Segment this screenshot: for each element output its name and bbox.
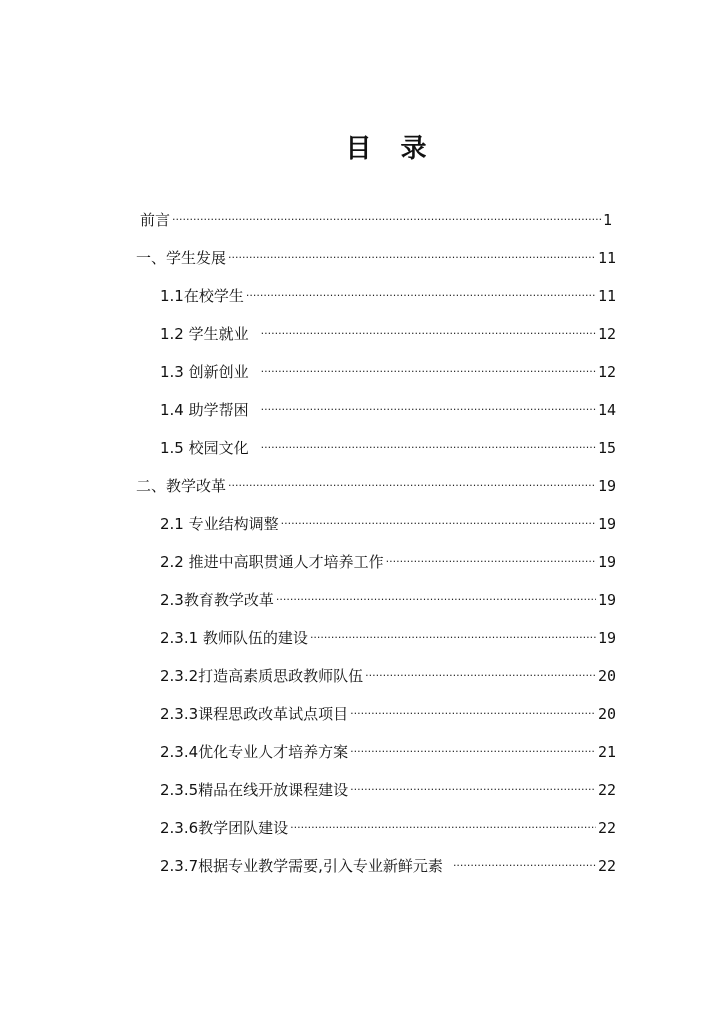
toc-entry-page: 12 — [597, 325, 616, 343]
toc-entry-label: 前言 — [140, 211, 171, 229]
toc-entry-page: 19 — [597, 477, 616, 495]
toc-entry-label: 1.5 校园文化 — [160, 439, 249, 457]
toc-entry[interactable] — [160, 433, 616, 463]
toc-entry-page: 14 — [597, 401, 616, 419]
toc-entry-label: 2.3.3课程思政改革试点项目 — [160, 705, 349, 723]
toc-leader-dots — [386, 547, 596, 577]
toc-entry[interactable] — [160, 395, 616, 425]
toc-leader-dots — [261, 319, 596, 349]
toc-entry[interactable] — [160, 851, 616, 881]
toc-entry[interactable] — [160, 509, 616, 539]
toc-entry-label: 2.2 推进中高职贯通人才培养工作 — [160, 553, 384, 571]
toc-entry-label: 2.3教育教学改革 — [160, 591, 274, 609]
toc-entry-page: 19 — [597, 591, 616, 609]
toc-entry[interactable] — [160, 813, 616, 843]
toc-entry-label: 2.3.2打造高素质思政教师队伍 — [160, 667, 364, 685]
toc-entry-label: 二、教学改革 — [136, 477, 227, 495]
toc-leader-dots — [246, 281, 596, 311]
toc-entry-page: 19 — [597, 515, 616, 533]
toc-entry-label: 2.3.7根据专业教学需要,引入专业新鲜元素 — [160, 857, 443, 875]
toc-leader-dots — [261, 357, 596, 387]
toc-entry-page: 1 — [602, 211, 612, 229]
toc-entry-page: 11 — [597, 249, 616, 267]
toc-entry-label: 2.1 专业结构调整 — [160, 515, 279, 533]
toc-entry-label: 2.3.4优化专业人才培养方案 — [160, 743, 349, 761]
toc-entry-label: 2.3.6教学团队建设 — [160, 819, 289, 837]
toc-entry-page: 22 — [597, 781, 616, 799]
toc-entry-page: 12 — [597, 363, 616, 381]
toc-entry-page: 19 — [597, 629, 616, 647]
toc-entry-page: 20 — [597, 705, 616, 723]
toc-entry[interactable] — [160, 623, 616, 653]
toc-entry[interactable] — [160, 661, 616, 691]
toc-entry-page: 19 — [597, 553, 616, 571]
toc-entry[interactable] — [160, 547, 616, 577]
toc-entry-page: 22 — [597, 819, 616, 837]
toc-entry-page: 11 — [597, 287, 616, 305]
toc-leader-dots — [290, 813, 596, 843]
toc-entry[interactable] — [160, 585, 616, 615]
toc-leader-dots — [350, 737, 596, 767]
toc-leader-dots — [261, 433, 596, 463]
toc-entry-label: 2.3.5精品在线开放课程建设 — [160, 781, 349, 799]
toc-entry-page: 20 — [597, 667, 616, 685]
toc-entry-label: 2.3.1 教师队伍的建设 — [160, 629, 308, 647]
toc-leader-dots — [172, 205, 601, 235]
toc-leader-dots — [365, 661, 596, 691]
toc-entry[interactable] — [160, 357, 616, 387]
toc-leader-dots — [276, 585, 596, 615]
toc-entry-label: 一、学生发展 — [136, 249, 227, 267]
toc-leader-dots — [228, 243, 596, 273]
toc-entry-label: 1.3 创新创业 — [160, 363, 249, 381]
toc-leader-dots — [350, 775, 596, 805]
toc-leader-dots — [310, 623, 596, 653]
toc-entry[interactable] — [160, 281, 616, 311]
toc-entry[interactable] — [160, 699, 616, 729]
toc-entry-label: 1.1在校学生 — [160, 287, 244, 305]
toc-entry[interactable] — [136, 243, 616, 273]
toc-entry[interactable] — [160, 775, 616, 805]
toc-leader-dots — [228, 471, 596, 501]
toc-entry[interactable] — [140, 205, 612, 235]
toc-leader-dots — [453, 851, 596, 881]
toc-entry-page: 21 — [597, 743, 616, 761]
toc-leader-dots — [261, 395, 596, 425]
toc-entry-label: 1.4 助学帮困 — [160, 401, 249, 419]
toc-entry[interactable] — [160, 737, 616, 767]
page-title: 目 录 — [345, 134, 437, 164]
toc-entry[interactable] — [160, 319, 616, 349]
toc-entry-label: 1.2 学生就业 — [160, 325, 249, 343]
toc-entry[interactable] — [136, 471, 616, 501]
toc-entry-page: 22 — [597, 857, 616, 875]
toc-entry-page: 15 — [597, 439, 616, 457]
toc-leader-dots — [281, 509, 596, 539]
toc-leader-dots — [350, 699, 596, 729]
